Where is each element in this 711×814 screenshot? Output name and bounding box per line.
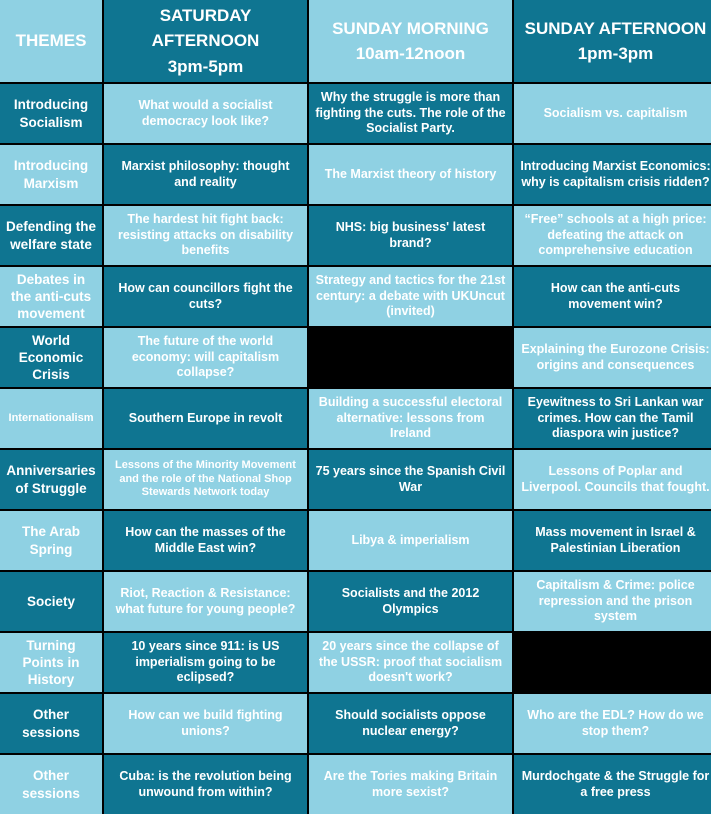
header-col1-time: 3pm-5pm bbox=[167, 56, 244, 76]
session-cell: Introducing Marxist Economics: why is capitalism crisis ridden? bbox=[514, 145, 711, 204]
theme-cell: Internationalism bbox=[0, 389, 102, 448]
empty-session-cell bbox=[309, 328, 512, 387]
session-cell: Marxist philosophy: thought and reality bbox=[104, 145, 307, 204]
session-cell: Lessons of Poplar and Liverpool. Councils that fought. bbox=[514, 450, 711, 509]
theme-cell: The Arab Spring bbox=[0, 511, 102, 570]
session-cell: The Marxist theory of history bbox=[309, 145, 512, 204]
header-sunday-afternoon bbox=[514, 0, 711, 82]
theme-cell: Introducing Marxism bbox=[0, 145, 102, 204]
header-col1-title: SATURDAY AFTERNOON bbox=[151, 5, 260, 51]
session-cell: How can the masses of the Middle East win? bbox=[104, 511, 307, 570]
session-cell: 10 years since 911: is US imperialism going to be eclipsed? bbox=[104, 633, 307, 692]
session-cell: The hardest hit fight back: resisting attacks on disability benefits bbox=[104, 206, 307, 265]
theme-cell: Other sessions bbox=[0, 694, 102, 753]
header-col2-title: SUNDAY MORNING bbox=[332, 18, 489, 38]
session-cell: Should socialists oppose nuclear energy? bbox=[309, 694, 512, 753]
header-sunday-morning bbox=[309, 0, 512, 82]
theme-cell: Turning Points in History bbox=[0, 633, 102, 692]
session-cell: Socialism vs. capitalism bbox=[514, 84, 711, 143]
session-cell: Murdochgate & the Struggle for a free press bbox=[514, 755, 711, 814]
theme-cell: Other sessions bbox=[0, 755, 102, 814]
session-cell: Explaining the Eurozone Crisis: origins and consequences bbox=[514, 328, 711, 387]
theme-cell: Anniversaries of Struggle bbox=[0, 450, 102, 509]
session-cell: The future of the world economy: will capitalism collapse? bbox=[104, 328, 307, 387]
session-cell: Southern Europe in revolt bbox=[104, 389, 307, 448]
theme-cell: Defending the welfare state bbox=[0, 206, 102, 265]
session-cell: How can we build fighting unions? bbox=[104, 694, 307, 753]
header-col3-title: SUNDAY AFTERNOON bbox=[524, 18, 707, 38]
session-cell: Riot, Reaction & Resistance: what future for young people? bbox=[104, 572, 307, 631]
session-cell: Who are the EDL? How do we stop them? bbox=[514, 694, 711, 753]
header-col2-time: 10am-12noon bbox=[355, 44, 466, 63]
session-cell: Capitalism & Crime: police repression and the prison system bbox=[514, 572, 711, 631]
session-cell: What would a socialist democracy look like? bbox=[104, 84, 307, 143]
session-cell: Why the struggle is more than fighting the cuts. The role of the Socialist Party. bbox=[309, 84, 512, 143]
session-cell: 75 years since the Spanish Civil War bbox=[309, 450, 512, 509]
theme-cell: Society bbox=[0, 572, 102, 631]
empty-session-cell bbox=[514, 633, 711, 692]
header-col3-time: 1pm-3pm bbox=[577, 44, 654, 63]
theme-cell: World Economic Crisis bbox=[0, 328, 102, 387]
session-cell: 20 years since the collapse of the USSR: proof that socialism doesn't work? bbox=[309, 633, 512, 692]
session-cell: Strategy and tactics for the 21st century: a debate with UKUncut (invited) bbox=[309, 267, 512, 326]
theme-cell: Debates in the anti-cuts movement bbox=[0, 267, 102, 326]
session-cell: How can councillors fight the cuts? bbox=[104, 267, 307, 326]
session-cell: How can the anti-cuts movement win? bbox=[514, 267, 711, 326]
header-saturday-afternoon bbox=[104, 0, 307, 82]
session-cell: Lessons of the Minority Movement and the role of the National Shop Stewards Network today bbox=[104, 450, 307, 509]
session-cell: Are the Tories making Britain more sexist? bbox=[309, 755, 512, 814]
session-cell: Mass movement in Israel & Palestinian Liberation bbox=[514, 511, 711, 570]
session-cell: Eyewitness to Sri Lankan war crimes. How can the Tamil diaspora win justice? bbox=[514, 389, 711, 448]
theme-cell: Introducing Socialism bbox=[0, 84, 102, 143]
session-cell: NHS: big business' latest brand? bbox=[309, 206, 512, 265]
session-cell: “Free” schools at a high price: defeating the attack on comprehensive education bbox=[514, 206, 711, 265]
session-cell: Building a successful electoral alternative: lessons from Ireland bbox=[309, 389, 512, 448]
session-cell: Cuba: is the revolution being unwound from within? bbox=[104, 755, 307, 814]
session-cell: Socialists and the 2012 Olympics bbox=[309, 572, 512, 631]
header-themes-label: THEMES bbox=[15, 31, 87, 51]
session-cell: Libya & imperialism bbox=[309, 511, 512, 570]
header-themes bbox=[0, 0, 102, 82]
